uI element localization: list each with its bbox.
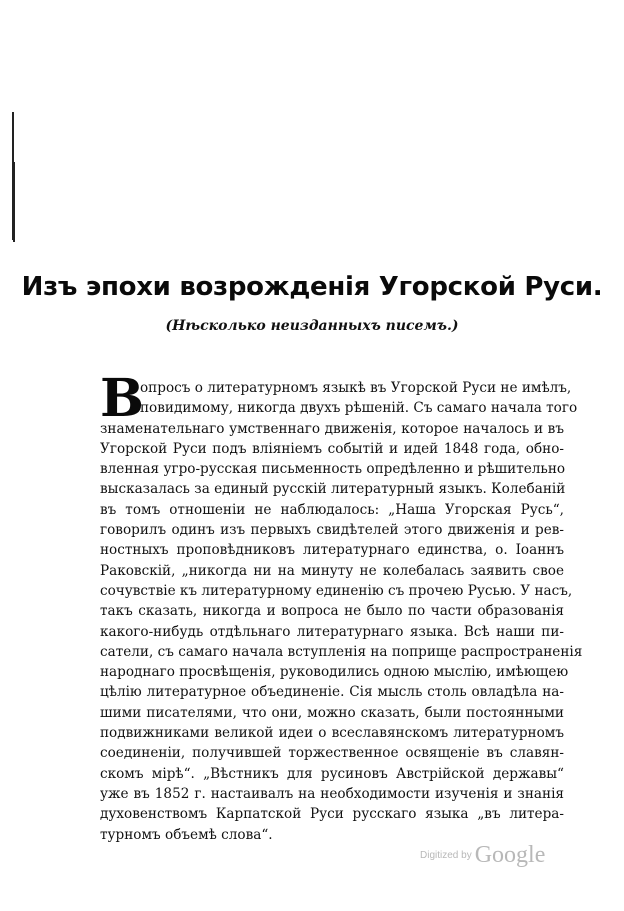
text-line: скомъ мірѣ“. „Вѣстникъ для русиновъ Австрійской державы“ (100, 765, 564, 782)
text-line: Раковскій, „никогда ни на минуту не колебалась заявить свое (100, 562, 564, 579)
text-line: духовенствомъ Карпатской Руси русскаго языка „въ литера- (100, 806, 564, 823)
text-line: высказалась за единый русскій литературный языкъ. Колебаній (100, 481, 566, 498)
text-line: повидимому, никогда двухъ рѣшеній. Съ самаго начала того (140, 400, 578, 417)
text-line: цѣлію литературное объединеніе. Сія мысль столь овладѣла на- (100, 684, 564, 701)
page-title: Изъ эпохи возрожденія Угорской Руси. (21, 272, 603, 302)
text-line: турномъ объемѣ слова“. (100, 826, 273, 843)
digitized-watermark (420, 842, 545, 869)
text-line: соединеніи, получившей торжественное освященіе въ славян- (100, 745, 564, 762)
text-line: сочувствіе къ литературному единенію съ прочею Русью. У насъ, (100, 582, 573, 599)
text-line: какого-нибудь отдѣльнаго литературнаго языка. Всѣ наши пи- (100, 623, 564, 640)
text-line: говорилъ одинъ изъ первыхъ свидѣтелей этого движенія и рев- (100, 522, 564, 539)
text-line: въ томъ отношеніи не наблюдалось: „Наша Угорская Русь“, (100, 501, 564, 518)
page-subtitle: (Нѣсколько неизданныхъ писемъ.) (165, 318, 459, 334)
article-body (100, 368, 583, 845)
google-logo: Google (474, 842, 546, 868)
text-line: вленная угро-русская письменность опредѣленно и рѣшительно (100, 461, 566, 478)
text-line: ностныхъ проповѣдниковъ литературнаго единства, о. Іоаннъ (100, 542, 564, 559)
text-line: Угорской Руси подъ вліяніемъ событій и идей 1848 года, обно- (100, 440, 564, 457)
text-line: уже въ 1852 г. настаивалъ на необходимости изученія и знанія (100, 785, 564, 802)
text-line: народнаго просвѣщенія, руководились одною мыслію, имѣющею (100, 664, 569, 681)
text-line: подвижниками великой идеи о всеславянскомъ литературномъ (100, 725, 564, 742)
text-line: сатели, съ самаго начала вступленія на поприще распространенія (100, 643, 583, 660)
drop-cap: В (100, 368, 144, 429)
text-line: знаменательнаго умственнаго движенія, которое началось и въ (100, 420, 564, 437)
text-line: опросъ о литературномъ языкѣ въ Угорской Руси не имѣлъ, (140, 380, 572, 396)
watermark-prefix: Digitized by (420, 850, 472, 861)
text-line: такъ сказать, никогда и вопроса не было по части образованія (100, 603, 564, 620)
text-line: шими писателями, что они, можно сказать, были постоянными (100, 704, 564, 721)
scan-edge-mark (13, 162, 15, 242)
